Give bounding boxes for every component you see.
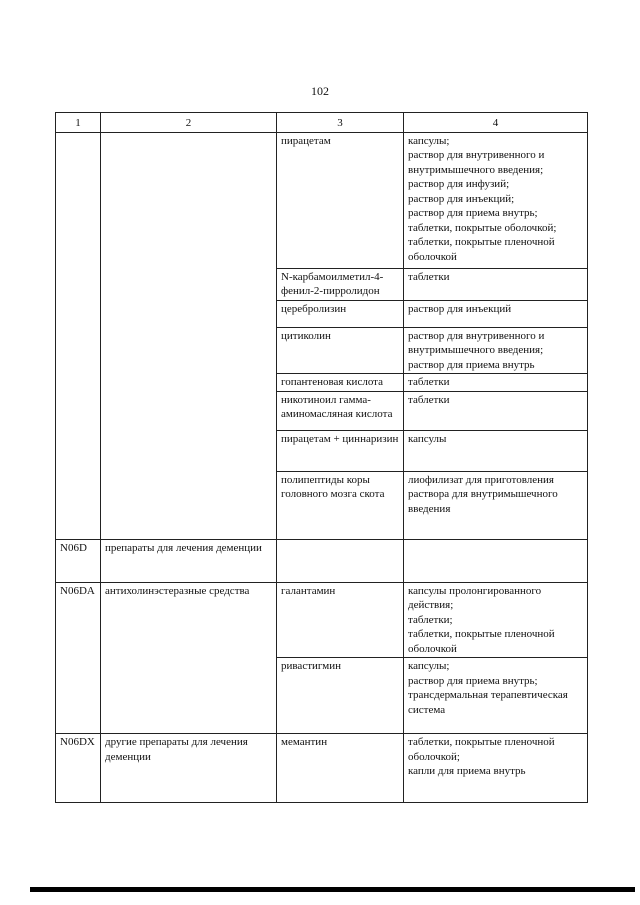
header-row [56, 113, 588, 133]
dosage-forms-cell [404, 430, 588, 471]
dosage-forms-cell [404, 471, 588, 539]
drug-name-cell [277, 539, 404, 582]
dosage-forms-cell [404, 734, 588, 803]
dosage-forms-cell [404, 300, 588, 327]
atc-code-cell: N06DX [56, 734, 101, 803]
dosage-form-line: таблетки, покрытые пленочной оболочкой [408, 628, 555, 655]
dosage-form-line: капсулы; [408, 134, 450, 147]
dosage-form-line: раствор для приема внутрь; [408, 207, 538, 220]
dosage-forms-cell [404, 658, 588, 734]
dosage-form-line: капсулы пролонгированного действия; [408, 584, 542, 612]
dosage-form-line: таблетки, покрытые пленочной оболочкой; [408, 736, 555, 763]
table-row [56, 582, 588, 658]
dosage-form-line: раствор для инфузий; [408, 178, 510, 191]
dosage-form-line: таблетки; [408, 613, 453, 626]
dosage-form-line: таблетки, покрытые пленочной оболочкой [408, 236, 555, 263]
dosage-form-line: раствор для внутривенного и внутримышечного введения; [408, 149, 545, 176]
atc-group-cell: другие препараты для лечения деменции [101, 734, 277, 803]
dosage-form-line: таблетки [408, 376, 450, 389]
col-header-1: 1 [56, 113, 101, 133]
dosage-form-line: капли для приема внутрь [408, 765, 526, 778]
table-row [56, 734, 588, 803]
dosage-forms-cell [404, 391, 588, 430]
dosage-form-line: капсулы [408, 432, 447, 445]
drug-name-cell: пирацетам [277, 132, 404, 268]
dosage-form-line: таблетки [408, 270, 450, 283]
atc-code-cell: N06D [56, 539, 101, 582]
drug-name-cell: пирацетам + циннаризин [277, 430, 404, 471]
col-header-3: 3 [277, 113, 404, 133]
drug-name-cell: цитиколин [277, 327, 404, 374]
table-row [56, 132, 588, 268]
dosage-forms-cell [404, 582, 588, 658]
drug-name-cell: никотиноил гамма-аминомасляная кислота [277, 391, 404, 430]
drug-name-cell: полипептиды коры головного мозга скота [277, 471, 404, 539]
drug-name-cell: гопантеновая кислота [277, 374, 404, 392]
page-number: 102 [311, 84, 329, 98]
dosage-form-line: капсулы; [408, 660, 450, 673]
drug-name-cell: галантамин [277, 582, 404, 658]
dosage-form-line: раствор для приема внутрь [408, 358, 535, 371]
atc-code-cell: N06DA [56, 582, 101, 734]
table-row [56, 539, 588, 582]
bottom-rule [30, 887, 635, 892]
drug-name-cell: церебролизин [277, 300, 404, 327]
dosage-form-line: трансдермальная терапевтическая система [408, 689, 568, 716]
dosage-form-line: раствор для инъекций; [408, 192, 515, 205]
col-header-2: 2 [101, 113, 277, 133]
dosage-forms-cell [404, 132, 588, 268]
dosage-form-line: раствор для внутривенного и внутримышечного введения; [408, 329, 545, 357]
dosage-form-line: лиофилизат для приготовления раствора для внутримышечного введения [408, 473, 558, 515]
atc-group-cell: антихолинэстеразные средства [101, 582, 277, 734]
drug-table [55, 112, 588, 803]
col-header-4: 4 [404, 113, 588, 133]
atc-group-cell: препараты для лечения деменции [101, 539, 277, 582]
drug-name-cell: ривастигмин [277, 658, 404, 734]
dosage-forms-cell [404, 268, 588, 300]
dosage-forms-cell [404, 374, 588, 392]
dosage-form-line: раствор для инъекций [408, 302, 512, 315]
dosage-forms-cell [404, 539, 588, 582]
atc-code-cell [56, 132, 101, 539]
drug-name-cell: мемантин [277, 734, 404, 803]
atc-group-cell [101, 132, 277, 539]
drug-name-cell: N-карбамоилметил-4-фенил-2-пирролидон [277, 268, 404, 300]
dosage-form-line: раствор для приема внутрь; [408, 674, 538, 687]
dosage-form-line: таблетки, покрытые оболочкой; [408, 221, 557, 234]
dosage-form-line: таблетки [408, 393, 450, 406]
dosage-forms-cell [404, 327, 588, 374]
